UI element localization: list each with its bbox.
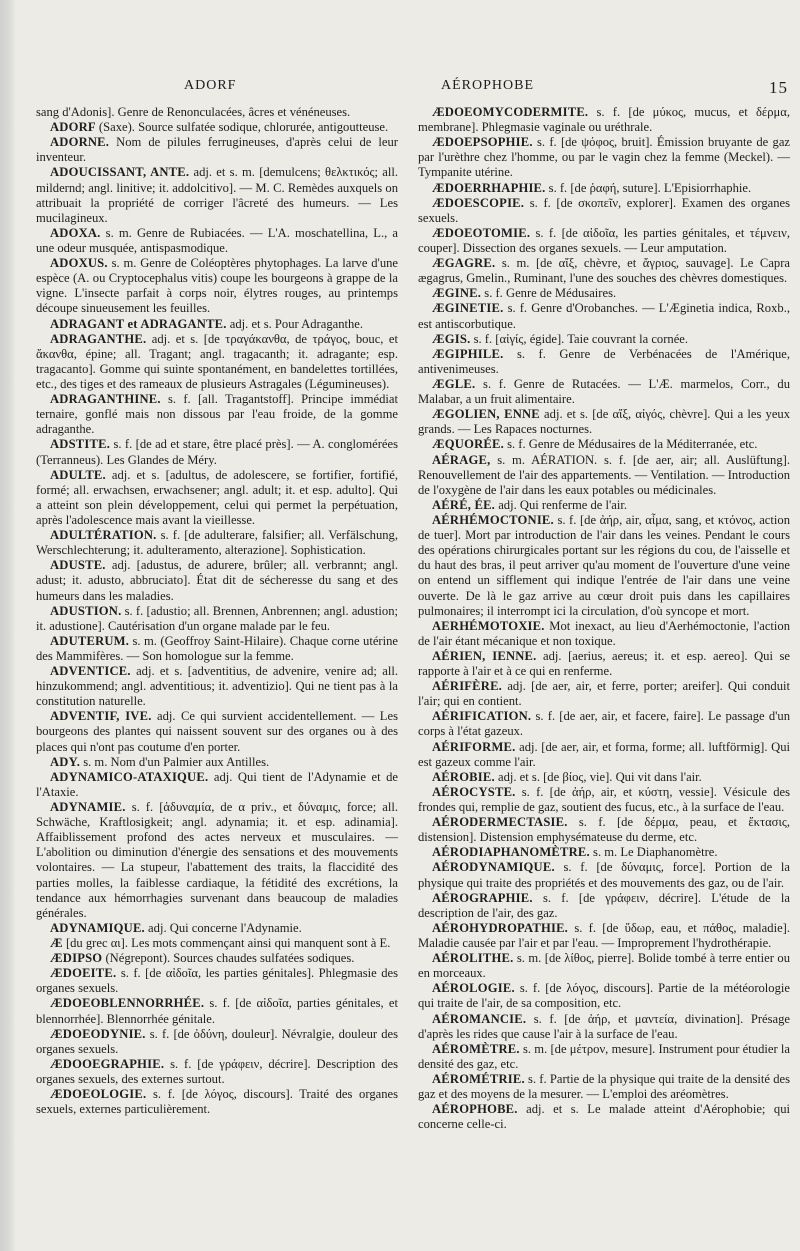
dictionary-entry	[418, 921, 790, 951]
entry-definition: s. f. Genre de Verbénacées de l'Amérique, antivenimeuses.	[418, 346, 790, 376]
entry-definition: s. f. [de αἰδοῖα, les parties génitales]. Phlegmasie des organes sexuels.	[36, 966, 398, 996]
entry-headword: AÉRAGE,	[432, 452, 491, 467]
entry-definition: adj. Ce qui survient accidentellement. — Les bourgeons des plantes qui naissent souvent sur des organes ou à des places qui n'ont pas coutume d'en porter.	[36, 709, 398, 754]
entry-headword: ADOUCISSANT, ANTE.	[50, 165, 190, 180]
entry-definition: [du grec αι]. Les mots commençant ainsi qui manquent sont à E.	[62, 936, 391, 951]
dictionary-entry	[36, 468, 398, 528]
entry-definition: s. m. Le Diaphanomètre.	[589, 845, 718, 860]
entry-headword: ADORNE.	[50, 135, 110, 150]
entry-headword: AÉROCYSTE.	[432, 784, 516, 799]
entry-headword: ADYNAMIQUE.	[50, 920, 145, 935]
entry-headword: AÉROMANCIE.	[432, 1011, 527, 1026]
entry-definition: s. f. [de ἀήρ, air, αἷμα, sang, et κτόνος, action de tuer]. Mort par introduction de l'air dans les veines. Pendant le cours des opérations chirurgicales portant sur les régions du cou, de l'aisselle et du haut des bras, il peut arriver qu'au moment de l'ouverture d'une veine on entend un sifflement qui indique l'entrée de l'air dans une veine ouverte. De là le gaz arrive au cœur droit puis dans les capillaires pulmonaires; il interrompt ici la circulation, d'où syncope et mort.	[418, 512, 790, 618]
entry-headword: ÆGAGRE.	[432, 256, 496, 271]
entry-headword: AÉROLOGIE.	[432, 981, 515, 996]
entry-definition: adj. [aerius, aereus; it. et esp. aereo]. Qui se rapporte à l'air et à ce qui en renferme.	[418, 648, 790, 679]
page-number: 15	[769, 78, 788, 97]
dictionary-entry	[36, 936, 398, 951]
entry-headword: ADORF	[50, 120, 96, 135]
entry-definition: adj. et s. [de αἴξ, αἰγός, chèvre]. Qui a les yeux grands. — Les Rapaces nocturnes.	[418, 407, 791, 437]
dictionary-entry	[36, 558, 398, 603]
page-header	[30, 78, 794, 100]
entry-headword: AÉROLITHE.	[432, 951, 514, 966]
dictionary-entry	[36, 1027, 398, 1057]
dictionary-entry	[418, 951, 790, 981]
entry-definition: s. f. [de μύκος, mucus, et δέρμα, membrane]. Phlegmasie vaginale ou uréthrale.	[418, 105, 790, 135]
entry-definition: s. f. [adustio; all. Brennen, Anbrennen; angl. adustion; it. adustione]. Cautérisation d'un organe malade par le feu.	[36, 603, 398, 633]
dictionary-entry	[36, 770, 398, 800]
dictionary-entry	[418, 1072, 790, 1102]
dictionary-entry	[418, 785, 790, 815]
dictionary-entry	[36, 996, 398, 1026]
dictionary-entry	[36, 664, 398, 709]
header-center-word: AÉROPHOBE	[441, 78, 535, 93]
entry-headword: ADUSTION.	[50, 603, 122, 618]
entry-headword: AÉRODERMECTASIE.	[432, 815, 568, 830]
entry-definition: Mot inexact, au lieu d'Aerhémoctonie, l'action de l'air étant mécanique et non toxique.	[418, 618, 790, 648]
entry-definition: s. m. AÉRATION. s. f. [de aer, air; all. Auslüftung]. Renouvellement de l'air des appartements. — Ventilation. — Introduction de l'oxygène de l'air dans les eaux potables ou médicinales.	[418, 452, 790, 497]
entry-definition: s. f. [de ἀήρ, et μαντεία, divination]. Présage d'après les rides que cause l'air à la surface de l'eau.	[418, 1011, 790, 1041]
entry-definition: s. f. [de γράφειν, décrire]. L'étude de la description de l'air, des gaz.	[418, 890, 790, 920]
entry-headword: ÆDOEOMYCODERMITE.	[432, 105, 589, 119]
dictionary-entry	[418, 981, 790, 1011]
entry-headword: ÆGINETIE.	[432, 301, 504, 316]
entry-definition: (Négrepont). Sources chaudes sulfatées sodiques.	[102, 951, 355, 966]
entry-definition: adj. et s. m. [demulcens; θελκτικός; all. mildernd; angl. linitive; it. addolcitivo]. — M. C. Remèdes auxquels on attribuait la propriété de corriger l'âcreté des humeurs. — Les mucilagineux.	[36, 165, 399, 225]
entry-headword: ADUTERUM.	[50, 633, 130, 648]
entry-headword: ADRAGANTHINE.	[50, 392, 161, 407]
dictionary-entry	[36, 226, 398, 256]
entry-definition: s. f. [de λόγος, discours]. Traité des organes sexuels, externes particulièrement.	[36, 1087, 398, 1117]
entry-definition: adj. et s. Pour Adraganthe.	[226, 316, 364, 331]
entry-definition: s. m. Genre de Coléoptères phytophages. La larve d'une espèce (A. ou Cryptocephalus vitis) coupe les bourgeons à grappe de la vigne. L'insecte parfait à corps noir, élytres rouges, au printemps découpe sinueusement les feuilles.	[36, 256, 398, 316]
entry-definition: s. f. [de αἰδοῖα, parties génitales, et blennorrhée]. Blennorrhée génitale.	[36, 996, 398, 1026]
entry-headword: ÆDOEOBLENNORRHÉE.	[50, 996, 205, 1011]
dictionary-entry	[418, 770, 790, 785]
dictionary-entry	[418, 135, 790, 180]
entry-definition: sang d'Adonis]. Genre de Renonculacées, âcres et vénéneuses.	[36, 105, 351, 119]
dictionary-entry	[36, 709, 398, 754]
entry-headword: ADYNAMIE.	[50, 800, 126, 815]
dictionary-entry	[418, 453, 790, 498]
dictionary-entry	[418, 1042, 790, 1072]
dictionary-entry	[36, 755, 398, 770]
entry-headword: ÆGIS.	[432, 331, 471, 346]
entry-headword: ADULTE.	[50, 467, 106, 482]
entry-definition: s. f. [de ψόφος, bruit]. Émission bruyante de gaz par l'urèthre chez l'homme, ou par le vagin chez la femme (Meckel). — Tympanite utérine.	[418, 135, 790, 180]
dictionary-entry	[36, 800, 398, 921]
entry-definition: s. f. [de ad et stare, être placé près]. — A. conglomérées (Terranneus). Les Glandes de Méry.	[36, 437, 398, 467]
entry-definition: adj. Qui concerne l'Adynamie.	[144, 920, 302, 935]
dictionary-entry	[418, 619, 790, 649]
dictionary-entry	[418, 845, 790, 860]
entry-headword: AÉRÉ, ÉE.	[432, 497, 496, 512]
entry-headword: ADSTITE.	[50, 437, 111, 452]
dictionary-entry	[36, 604, 398, 634]
entry-definition: (Saxe). Source sulfatée sodique, chlorurée, antigoutteuse.	[95, 120, 389, 135]
entry-definition: adj. et s. [de τραγάκανθα, de τράγος, bouc, et ἄκανθα, épine; all. Tragant; angl. tragacanth; it. adragante; esp. tragacanto]. Gomme qui suinte spontanément, en bandelettes tortillées, etc., des tiges et des rameaux de plusieurs Astragales (Légumineuses).	[36, 331, 398, 391]
entry-headword: ADULTÉRATION.	[50, 528, 157, 543]
entry-definition: s. f. [de λόγος, discours]. Partie de la météorologie qui traite de l'air, de sa composition, etc.	[418, 981, 790, 1011]
entry-headword: ÆGLE.	[432, 376, 476, 391]
entry-definition: adj. et s. [adultus, de adolescere, se fortifier, fortifié, formé; all. erwachsen, erwachsener; angl. adult; it. et esp. adulto]. Qui a atteint son plein développement, celui qui permet la perpétuation, après l'adolescence mais avant la vieillesse.	[36, 467, 398, 527]
dictionary-entry	[36, 528, 398, 558]
entry-definition: adj. [adustus, de adurere, brûler; all. verbrannt; angl. adust; it. adusto, abbruciato]. État dit de sécheresse du sang et des humeurs dans les maladies.	[36, 558, 398, 603]
dictionary-entry	[418, 347, 790, 377]
entry-definition: s. f. [de δύναμις, force]. Portion de la physique qui traite des propriétés et des mouvements des gaz, ou de l'air.	[418, 860, 790, 890]
entry-headword: AÉRIFICATION.	[432, 709, 532, 724]
entry-headword: ÆQUORÉE.	[432, 437, 504, 452]
entry-definition: s. f. Genre de Médusaires.	[481, 286, 617, 301]
dictionary-entry	[418, 498, 790, 513]
entry-definition: adj. et s. [adventitius, de advenire, venire ad; all. hinzukommend; angl. adventitious; it. adventizio]. Qui ne tient pas à la constitution naturelle.	[36, 664, 398, 709]
entry-definition: s. f. [de aer, air, et facere, faire]. Le passage d'un corps à l'état gazeux.	[418, 709, 790, 739]
dictionary-entry	[36, 437, 398, 467]
entry-definition: Nom de pilules ferrugineuses, d'après celui de leur inventeur.	[36, 135, 398, 165]
dictionary-entry	[418, 407, 790, 437]
dictionary-entry	[418, 1102, 790, 1132]
entry-definition: s. m. Nom d'un Palmier aux Antilles.	[80, 754, 270, 769]
dictionary-entry	[36, 256, 398, 316]
right-column	[418, 105, 790, 1132]
dictionary-entry	[418, 332, 790, 347]
entry-headword: ÆGIPHILE.	[432, 346, 504, 361]
entry-definition: s. f. [ἀδυναμία, de α priv., et δύναμις, force; all. Schwäche, Kraftlosigkeit; angl. adynamia; it. et esp. adinamia]. Affaiblissement profond des actes nerveux et musculaires. — L'abolition ou diminution d'énergie des sensations et des mouvements volontaires. — La stupeur, l'abattement des traits, la flaccidité des parties molles, la faiblesse cardiaque, la fétidité des excrétions, la tendance aux hémorrhagies survenant dans beaucoup de maladies générales.	[36, 800, 398, 920]
entry-headword: AÉROPHOBE.	[432, 1102, 518, 1117]
entry-headword: ÆDIPSO	[50, 951, 103, 966]
entry-definition: s. f. [all. Tragantstoff]. Principe immédiat ternaire, gonflé mais non dissous par l'eau froide, de la gomme adraganthe.	[36, 392, 398, 437]
entry-headword: ADY.	[50, 754, 81, 769]
left-column	[36, 105, 398, 1117]
dictionary-entry	[36, 332, 398, 392]
entry-definition: adj. [de aer, air, et forma, forme; all. luftförmig]. Qui est gazeux comme l'air.	[418, 739, 790, 769]
dictionary-entry	[418, 196, 790, 226]
entry-definition: s. f. [de δέρμα, peau, et ἔκτασις, distension]. Distension emphysémateuse du derme, etc.	[418, 815, 790, 845]
dictionary-entry	[36, 1057, 398, 1087]
dictionary-entry	[36, 392, 398, 437]
entry-headword: ADOXUS.	[50, 256, 108, 271]
dictionary-entry	[36, 966, 398, 996]
entry-headword: ÆDOEITE.	[50, 966, 117, 981]
dictionary-entry	[418, 1012, 790, 1042]
entry-headword: ADVENTICE.	[50, 664, 131, 679]
entry-definition: s. f. [de ὀδύνη, douleur]. Névralgie, douleur des organes sexuels.	[36, 1026, 398, 1056]
dictionary-entry	[418, 226, 790, 256]
dictionary-entry	[36, 165, 398, 225]
entry-definition: s. m. [de αἴξ, chèvre, et ἄγριος, sauvage]. Le Capra ægagrus, Gmelin., Ruminant, l'une des souches des chèvres domestiques.	[418, 256, 790, 286]
dictionary-entry	[36, 1087, 398, 1117]
entry-headword: AÉROMÈTRE.	[432, 1041, 520, 1056]
entry-headword: AÉRODYNAMIQUE.	[432, 860, 555, 875]
entry-definition: s. f. [αἰγίς, égide]. Taie couvrant la cornée.	[470, 331, 689, 346]
entry-headword: ADRAGANTHE.	[50, 331, 147, 346]
entry-headword: ADRAGANT et ADRAGANTE.	[50, 316, 227, 331]
dictionary-entry	[418, 860, 790, 890]
entry-definition: s. f. Genre de Rutacées. — L'Æ. marmelos, Corr., du Malabar, a un fruit alimentaire.	[418, 376, 790, 407]
dictionary-entry	[36, 634, 398, 664]
entry-headword: AÉRHÉMOCTONIE.	[432, 512, 554, 527]
dictionary-entry	[36, 951, 398, 966]
entry-headword: ÆDOEODYNIE.	[50, 1026, 146, 1041]
entry-headword: AÉROMÉTRIE.	[432, 1072, 525, 1086]
dictionary-entry	[418, 649, 790, 679]
dictionary-entry	[418, 815, 790, 845]
entry-definition: s. m. (Geoffroy Saint-Hilaire). Chaque corne utérine des Mammifères. — Son homologue sur la femme.	[36, 633, 398, 663]
header-left-word: ADORF	[184, 78, 237, 93]
entry-definition: adj. et s. [de βίος, vie]. Qui vit dans l'air.	[494, 769, 702, 784]
entry-definition: s. f. Partie de la physique qui traite de la densité des gaz et des moyens de la mesurer. — L'emploi des aréomètres.	[418, 1072, 790, 1102]
entry-headword: AÉROHYDROPATHIE.	[432, 920, 569, 935]
entry-headword: ÆGINE.	[432, 286, 482, 301]
entry-headword: AÉROBIE.	[432, 769, 495, 784]
entry-headword: ÆDOESCOPIE.	[432, 195, 525, 210]
entry-headword: AÉRODIAPHANOMÈTRE.	[432, 845, 590, 860]
entry-definition: adj. Qui renferme de l'air.	[495, 497, 628, 512]
entry-headword: Æ	[50, 936, 63, 951]
dictionary-entry	[36, 120, 398, 135]
dictionary-entry	[36, 921, 398, 936]
dictionary-entry	[418, 740, 790, 770]
dictionary-entry	[418, 256, 790, 286]
entry-definition: s. f. [de ἀήρ, air, et κύστη, vessie]. Vésicule des frondes qui, remplie de gaz, soutient des fucus, etc., à la surface de l'eau.	[418, 784, 790, 815]
dictionary-entry	[418, 709, 790, 739]
entry-definition: s. m. [de μέτρον, mesure]. Instrument pour étudier la densité des gaz, etc.	[418, 1041, 790, 1071]
entry-headword: ADOXA.	[50, 225, 101, 240]
page-binding-shadow	[0, 0, 16, 1251]
dictionary-entry	[418, 377, 790, 407]
dictionary-entry	[418, 105, 790, 135]
dictionary-entry	[418, 181, 790, 196]
entry-headword: ÆDOEPSOPHIE.	[432, 135, 533, 150]
entry-headword: ÆDOOEGRAPHIE.	[50, 1056, 165, 1071]
entry-definition: s. f. [de γράφειν, décrire]. Description des organes sexuels, des externes surtout.	[36, 1056, 398, 1086]
entry-headword: AÉROGRAPHIE.	[432, 890, 533, 905]
dictionary-entry	[36, 105, 398, 120]
entry-headword: AERHÉMOTOXIE.	[432, 618, 545, 633]
entry-headword: AÉRIFORME.	[432, 739, 516, 754]
dictionary-entry	[36, 317, 398, 332]
dictionary-entry	[418, 301, 790, 331]
dictionary-entry	[418, 513, 790, 619]
entry-headword: ADYNAMICO-ATAXIQUE.	[50, 769, 209, 784]
entry-headword: ÆDOEOLOGIE.	[50, 1087, 147, 1102]
entry-definition: adj. Qui tient de l'Adynamie et de l'Ataxie.	[36, 769, 398, 799]
entry-definition: s. f. [de ὕδωρ, eau, et πάθος, maladie]. Maladie causée par l'air et par l'eau. — Improprement l'hydrothérapie.	[418, 920, 790, 951]
entry-definition: s. f. [de αἰδοῖα, les parties génitales, et τέμνειν, couper]. Dissection des organes sexuels. — Leur amputation.	[418, 225, 790, 255]
dictionary-entry	[418, 286, 790, 301]
entry-headword: AÉRIFÈRE.	[432, 679, 503, 694]
entry-headword: AÉRIEN, IENNE.	[432, 648, 537, 663]
entry-definition: s. f. Genre d'Orobanches. — L'Æginetia indica, Roxb., est antiscorbutique.	[418, 301, 790, 331]
entry-headword: ÆGOLIEN, ENNE	[432, 407, 540, 422]
entry-definition: s. f. [de adulterare, falsifier; all. Verfälschung, Werschlechterung; it. adulteramento, alterazione]. Sophistication.	[36, 528, 398, 558]
entry-definition: s. f. [de σκοπεῖν, explorer]. Examen des organes sexuels.	[418, 195, 790, 225]
dictionary-entry	[418, 679, 790, 709]
entry-definition: s. f. [de ῥαφή, suture]. L'Episiorrhaphie.	[545, 180, 752, 195]
entry-definition: adj. [de aer, air, et ferre, porter; areifer]. Qui conduit l'air; qui en contient.	[418, 679, 790, 709]
dictionary-entry	[36, 135, 398, 165]
entry-definition: adj. et s. Le malade atteint d'Aérophobie; qui concerne celle-ci.	[418, 1102, 790, 1132]
entry-headword: ÆDOEOTOMIE.	[432, 225, 531, 240]
entry-headword: ADVENTIF, IVE.	[50, 709, 152, 724]
entry-headword: ÆDOERRHAPHIE.	[432, 180, 546, 195]
entry-definition: s. m. Genre de Rubiacées. — L'A. moschatellina, L., a une odeur musquée, antispasmodique.	[36, 225, 398, 255]
dictionary-entry	[418, 891, 790, 921]
dictionary-entry	[418, 437, 790, 452]
entry-headword: ADUSTE.	[50, 558, 106, 573]
entry-definition: s. m. [de λίθος, pierre]. Bolide tombé à terre entier ou en morceaux.	[418, 951, 790, 981]
entry-definition: s. f. Genre de Médusaires de la Méditerranée, etc.	[503, 437, 758, 452]
